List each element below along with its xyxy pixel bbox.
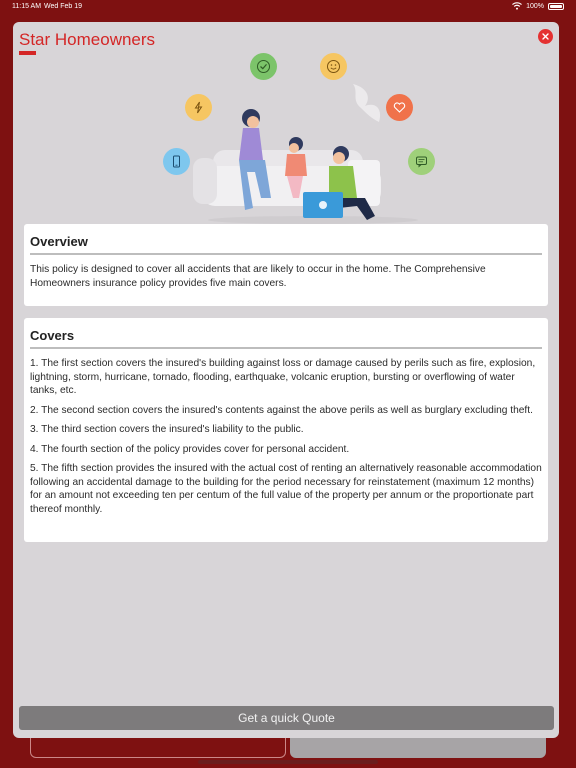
cover-item: 1. The first section covers the insured's building against loss or damage caused by perils such as fire, explosion, lightning, storm, hurricane, tornado, flooding, earthquake, volcanic eruption, bursting or overflowing of water tanks, etc. xyxy=(30,358,536,396)
check-bubble xyxy=(250,53,277,80)
cover-item: 3. The third section covers the insured's liability to the public. xyxy=(30,424,304,435)
status-right xyxy=(512,2,564,10)
check-icon xyxy=(256,59,271,74)
home-indicator xyxy=(198,760,378,764)
family-scene-image xyxy=(153,48,453,228)
cover-item: 2. The second section covers the insured's contents against the above perils as well as burglary excluding theft. xyxy=(30,404,533,416)
get-quote-button[interactable]: Get a quick Quote xyxy=(19,706,554,730)
family-illustration xyxy=(153,48,453,228)
smile-icon xyxy=(326,59,341,74)
heart-icon xyxy=(392,100,407,115)
modal-title: Star Homeowners xyxy=(19,30,156,49)
close-icon xyxy=(542,33,549,40)
phone-icon xyxy=(169,154,184,169)
status-date: Wed Feb 19 xyxy=(44,3,83,10)
overview-card xyxy=(24,224,548,306)
bolt-icon xyxy=(191,100,206,115)
covers-heading: Covers xyxy=(30,328,542,349)
wifi-icon xyxy=(512,2,522,10)
cover-item: 4. The fourth section of the policy provides cover for personal accident. xyxy=(30,443,350,455)
chat-icon xyxy=(414,154,429,169)
title-underline xyxy=(19,51,36,55)
policy-modal xyxy=(13,22,559,738)
battery-icon xyxy=(548,3,564,10)
bolt-bubble xyxy=(185,94,212,121)
battery-percent: 100% xyxy=(526,2,544,10)
close-button[interactable] xyxy=(538,29,553,44)
phone-bubble xyxy=(163,148,190,175)
smile-bubble xyxy=(320,53,347,80)
cover-item: 5. The fifth section provides the insured with the actual cost of renting an alternatively reasonable accommodation following an accidental damage to the building for the period necessary for reinstatement (maximum 12 months) for an amount not exceeding ten per centum of the full value of the property per annum or the proportionate part thereof monthly. xyxy=(30,463,542,515)
covers-card xyxy=(24,318,548,542)
heart-bubble xyxy=(386,94,413,121)
status-time: 11:15 AM xyxy=(12,3,42,10)
overview-text: This policy is designed to cover all accidents that are likely to occur in the home. The Comprehensive Homeowners insurance policy provides five main covers. xyxy=(30,264,486,289)
overview-heading: Overview xyxy=(30,234,542,255)
status-bar xyxy=(0,0,576,14)
chat-bubble xyxy=(408,148,435,175)
